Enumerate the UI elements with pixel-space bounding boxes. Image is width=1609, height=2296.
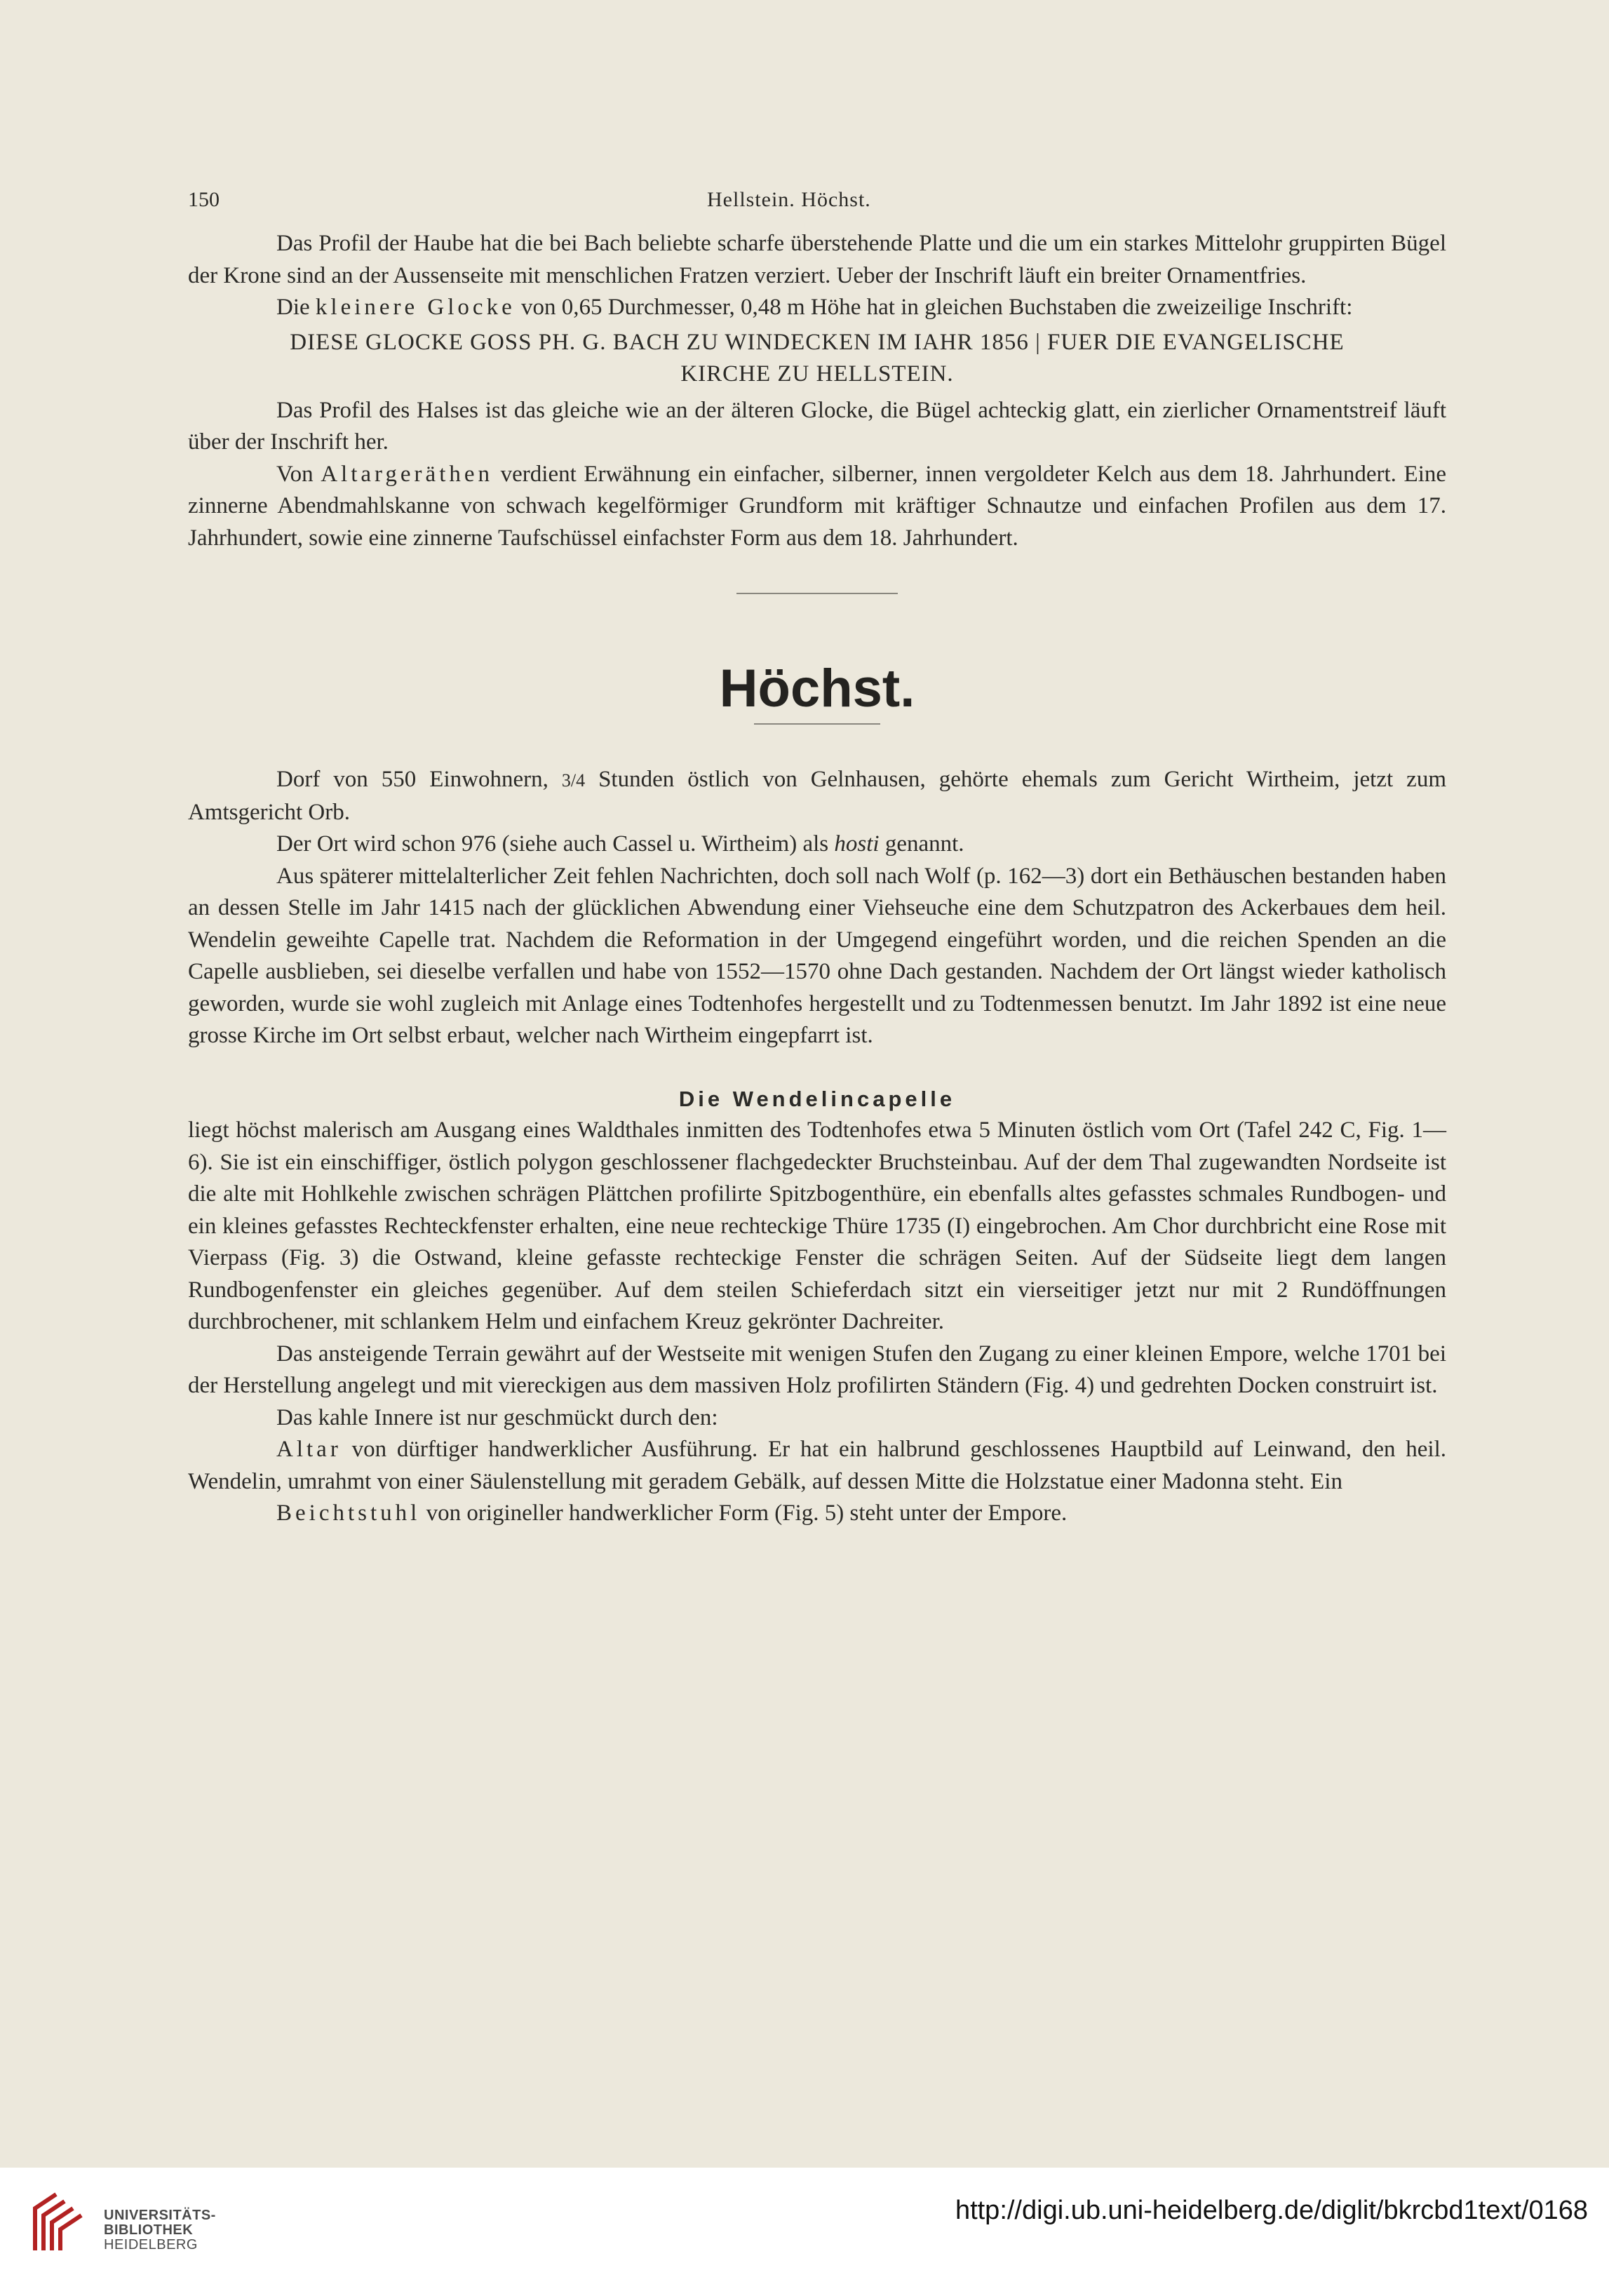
bell-inscription [188,327,1446,391]
page-header [188,188,1441,216]
text-run: Der Ort wird schon 976 (siehe auch Cassel u. Wirtheim) als [276,831,835,857]
paragraph: Das kahle Innere ist nur geschmückt durch den: [276,1404,718,1430]
text-run: verdient Erwähnung ein einfacher, silberner, innen vergoldeter Kelch aus dem 18. Jahrhundert. Eine zinnerne Abendmahlskanne von schwach kegelförmiger Grundform mit kräftiger Schnautze und einfachen Profilen aus dem 17. Jahrhundert, sowie eine zinnerne Taufschüssel einfachster Form aus dem 18. Jahrhundert. [188,461,1447,551]
page-body [188,228,1446,1530]
library-name-line: UNIVERSITÄTS- [104,2208,216,2223]
text-run: Stunden östlich von Gelnhausen, gehörte ehemals zum Gericht Wirtheim, jetzt zum Amtsgericht Orb. [188,767,1446,825]
paragraph: Aus späterer mittelalterlicher Zeit fehlen Nachrichten, doch soll nach Wolf (p. 162—3) dort ein Bethäuschen bestanden haben an dessen Stelle im Jahr 1415 nach der glücklichen Abwendung einer Viehseuche eine dem Schutzpatron des Ackerbaues dem heil. Wendelin geweihte Capelle trat. Nachdem die Reformation in der Umgegend eingeführt worden, und die reichen Spenden an die Capelle ausblieben, sei dieselbe verfallen und habe von 1552—1570 ohne Dach gestanden. Nachdem der Ort längst wieder katholisch geworden, wurde sie wohl zugleich mit Anlage eines Todtenhofes hergestellt und zu Todtenmessen benutzt. Im Jahr 1892 ist eine neue grosse Kirche im Ort selbst erbaut, welcher nach Wirtheim eingepfarrt ist. [188,863,1446,1048]
library-name-line: HEIDELBERG [104,2237,198,2253]
text-run: von 0,65 Durchmesser, 0,48 m Höhe hat in gleichen Buchstaben die zweizeilige Inschrift: [520,295,1353,320]
footer-bar [0,2168,1609,2296]
paragraph [188,1498,1446,1530]
spaced-term: Beichtstuhl [276,1501,421,1526]
text-run: Von [276,461,314,487]
library-name-line: BIBLIOTHEK [104,2222,194,2238]
italic-term: hosti [834,831,880,857]
paragraph [188,1434,1446,1498]
page-number: 150 [188,188,220,211]
library-name [104,2208,216,2253]
text-run: von origineller handwerklicher Form (Fig. 5) steht unter der Empore. [426,1501,1068,1526]
inscription-line: DIESE GLOCKE GOSS PH. G. BACH ZU WINDECKEN IM IAHR 1856 | FUER DIE EVANGELISCHE [290,329,1345,355]
running-title: Hellstein. Höchst. [707,188,871,211]
paragraph: Das ansteigende Terrain gewährt auf der Westseite mit wenigen Stufen den Zugang zu einer kleinen Empore, welche 1701 bei der Herstellung angelegt und mit viereckigen aus dem massiven Holz profilirten Ständern (Fig. 4) und gedrehten Docken construirt ist. [188,1341,1446,1398]
spaced-term: Altar [276,1437,342,1462]
subsection-title: Die Wendelincapelle [678,1086,956,1111]
paragraph [188,828,1446,861]
paragraph [188,292,1446,324]
fraction: 3/4 [561,770,586,791]
paragraph [188,764,1446,828]
source-url-link[interactable]: http://digi.ub.uni-heidelberg.de/diglit/bkrcbd1text/0168 [955,2196,1588,2225]
text-run: von dürftiger handwerklicher Ausführung. Er hat ein halbrund geschlossenes Hauptbild auf Leinwand, den heil. Wendelin, umrahmt von einer Säulenstellung mit geradem Gebälk, auf dessen Mitte die Holzstatue einer Madonna steht. Ein [188,1437,1447,1494]
text-run: Die [276,295,310,320]
paragraph: Das Profil der Haube hat die bei Bach beliebte scharfe überstehende Platte und die um ein starkes Mittelohr gruppirten Bügel der Krone sind an der Aussenseite mit menschlichen Fratzen verziert. Ueber der Inschrift läuft ein breiter Ornamentfries. [188,231,1446,288]
text-run: genannt. [879,831,964,857]
text-run: Dorf von 550 Einwohnern, [276,767,562,792]
paragraph: Das Profil des Halses ist das gleiche wie an der älteren Glocke, die Bügel achteckig glatt, ein zierlicher Ornamentstreif läuft über der Inschrift her. [188,397,1446,455]
section-title: Höchst. [719,659,915,718]
spaced-term: Altargeräthen [321,461,494,487]
paragraph [188,459,1446,555]
paragraph: liegt höchst malerisch am Ausgang eines Waldthales inmitten des Todtenhofes etwa 5 Minuten östlich vom Ort (Tafel 242 C, Fig. 1—6). Sie ist ein einschiffiger, östlich polygon geschlossener flachgedeckter Bruchsteinbau. Auf der dem Thal zugewandten Nordseite ist die alte mit Hohlkehle zwischen schrägen Plättchen profilirte Spitzbogenthüre, ein ebenfalls altes gefasstes schmales Rundbogen- und ein kleines gefasstes Rechteckfenster erhalten, eine neue rechteckige Thüre 1735 (I) eingebrochen. Am Chor durchbricht eine Rose mit Vierpass (Fig. 3) die Ostwand, kleine gefasste rechteckige Fenster die schrägen Seiten. Auf der Südseite liegt dem langen Rundbogenfenster ein gleiches gegenüber. Auf dem steilen Schieferdach sitzt ein vierseitiger jetzt nur mit 2 Rundöffnungen durchbrochener, mit schlankem Helm und einfachem Kreuz gekrönter Dachreiter. [188,1117,1446,1334]
inscription-line: KIRCHE ZU HELLSTEIN. [680,361,954,387]
spaced-term: kleinere Glocke [315,295,516,320]
library-logo-icon [28,2187,91,2257]
